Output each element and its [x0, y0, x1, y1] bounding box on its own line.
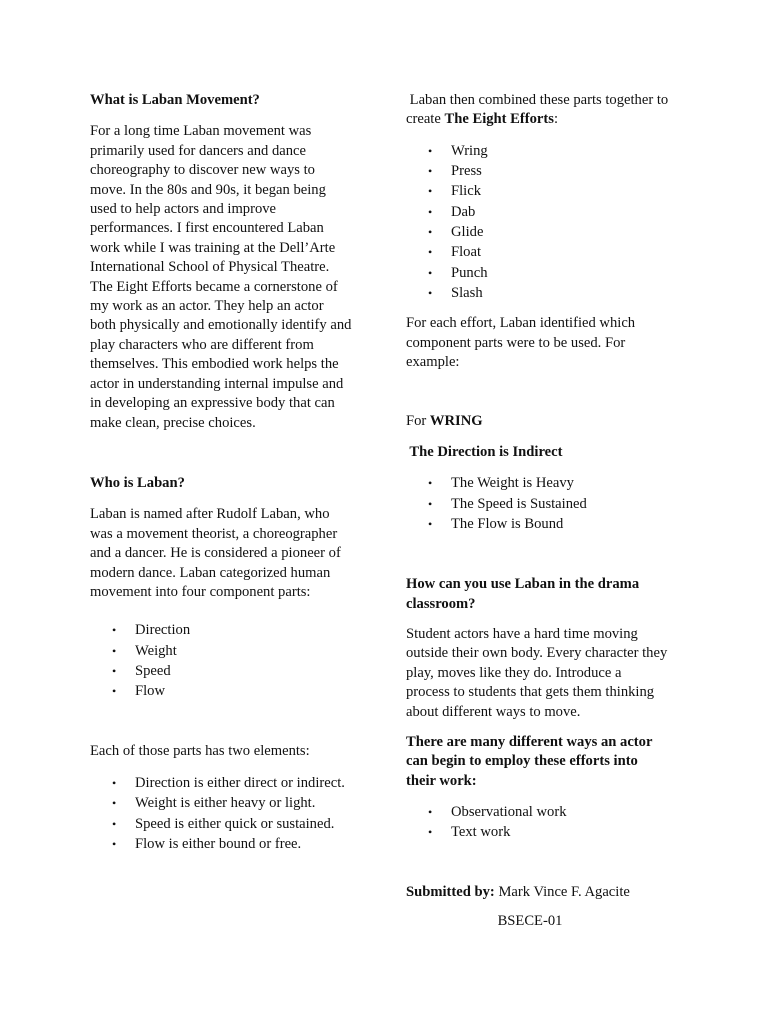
- bullet-icon: •: [112, 816, 117, 831]
- bullet-icon: •: [428, 825, 433, 840]
- list-item: • Flick: [406, 181, 706, 201]
- list-item: • Speed: [90, 661, 365, 681]
- wring-parts-list: [406, 473, 706, 534]
- list-item: • Weight is either heavy or light.: [90, 793, 365, 813]
- list-item: • The Speed is Sustained: [406, 494, 706, 514]
- elements-list: [90, 773, 365, 854]
- bullet-icon: •: [428, 245, 433, 260]
- author-name: Mark Vince F. Agacite: [494, 883, 630, 900]
- bullet-icon: •: [428, 143, 433, 158]
- left-column: [90, 91, 365, 854]
- list-item: • Weight: [90, 641, 365, 661]
- eight-efforts-list: [406, 141, 706, 303]
- list-item: • Observational work: [406, 802, 706, 822]
- bullet-icon: •: [428, 184, 433, 199]
- list-item: • Direction: [90, 620, 365, 640]
- who-is-laban-paragraph: Laban is named after Rudolf Laban, who was a movement theorist, a choreographer and a dancer. He is considered a pioneer of modern dance. Laban categorized human movement into four component parts:: [90, 506, 341, 600]
- direction-indirect-heading: The Direction is Indirect: [406, 443, 563, 460]
- list-item: • Wring: [406, 141, 706, 161]
- bullet-icon: •: [428, 164, 433, 179]
- bullet-icon: •: [112, 684, 117, 699]
- bullet-icon: •: [428, 265, 433, 280]
- list-item: • Punch: [406, 263, 706, 283]
- list-item: • Speed is either quick or sustained.: [90, 814, 365, 834]
- right-column: [406, 91, 706, 932]
- who-is-laban-heading: Who is Laban?: [90, 474, 185, 491]
- list-item: • Slash: [406, 283, 706, 303]
- list-item: • Flow is either bound or free.: [90, 834, 365, 854]
- bullet-icon: •: [112, 796, 117, 811]
- bullet-icon: •: [428, 805, 433, 820]
- what-is-laban-paragraph: For a long time Laban movement was primarily used for dancers and dance choreography to discover new ways to move. In the 80s and 90s, it began being used to help actors and improve performances. I first encountered Laban work while I was training at the Dell’Arte International School of Physical Theatre. The Eight Efforts became a cornerstone of my work as an actor. They help an actor both physically and emotionally identify and play characters who are different from themselves. This embodied work helps the actor in understanding internal impulse and in developing an expressive body that can make clean, precise choices.: [90, 123, 352, 431]
- submitted-by-label: Submitted by:: [406, 883, 495, 900]
- combined-paragraph: Laban then combined these parts together to create The Eight Efforts:: [406, 92, 669, 128]
- drama-classroom-heading: How can you use Laban in the drama classroom?: [406, 576, 640, 612]
- bullet-icon: •: [428, 204, 433, 219]
- list-item: • Flow: [90, 681, 365, 701]
- bullet-icon: •: [428, 225, 433, 239]
- bullet-icon: •: [428, 496, 433, 511]
- bullet-icon: •: [112, 643, 117, 658]
- list-item: • Glide: [406, 222, 706, 242]
- list-item: • Direction is either direct or indirect.: [90, 773, 365, 793]
- list-item: • Press: [406, 161, 706, 181]
- section-label: BSECE-01: [497, 913, 563, 930]
- bullet-icon: •: [428, 285, 433, 300]
- bullet-icon: •: [112, 836, 117, 851]
- bullet-icon: •: [112, 623, 117, 638]
- for-wring-line: For WRING: [406, 413, 483, 430]
- list-item: • Dab: [406, 202, 706, 222]
- bullet-icon: •: [112, 775, 117, 790]
- many-ways-heading: There are many different ways an actor can begin to employ these efforts into their work:: [406, 733, 653, 789]
- submitted-by-line: [406, 883, 706, 902]
- bullet-icon: •: [112, 663, 117, 678]
- elements-intro: Each of those parts has two elements:: [90, 742, 310, 759]
- each-effort-paragraph: For each effort, Laban identified which component parts were to be used. For example:: [406, 315, 636, 370]
- eight-efforts-term: The Eight Efforts: [444, 111, 554, 128]
- bullet-icon: •: [428, 476, 433, 491]
- bullet-icon: •: [428, 516, 433, 531]
- list-item: • Text work: [406, 822, 706, 842]
- what-is-laban-heading: What is Laban Movement?: [90, 92, 260, 108]
- list-item: • The Flow is Bound: [406, 514, 706, 534]
- list-item: • Float: [406, 242, 706, 262]
- component-parts-list: [90, 620, 365, 701]
- student-actors-paragraph: Student actors have a hard time moving outside their own body. Every character they play, moves like they do. Introduce a process to students that gets them thinking about different ways to move.: [406, 625, 668, 720]
- list-item: • The Weight is Heavy: [406, 473, 706, 493]
- ways-list: [406, 802, 706, 843]
